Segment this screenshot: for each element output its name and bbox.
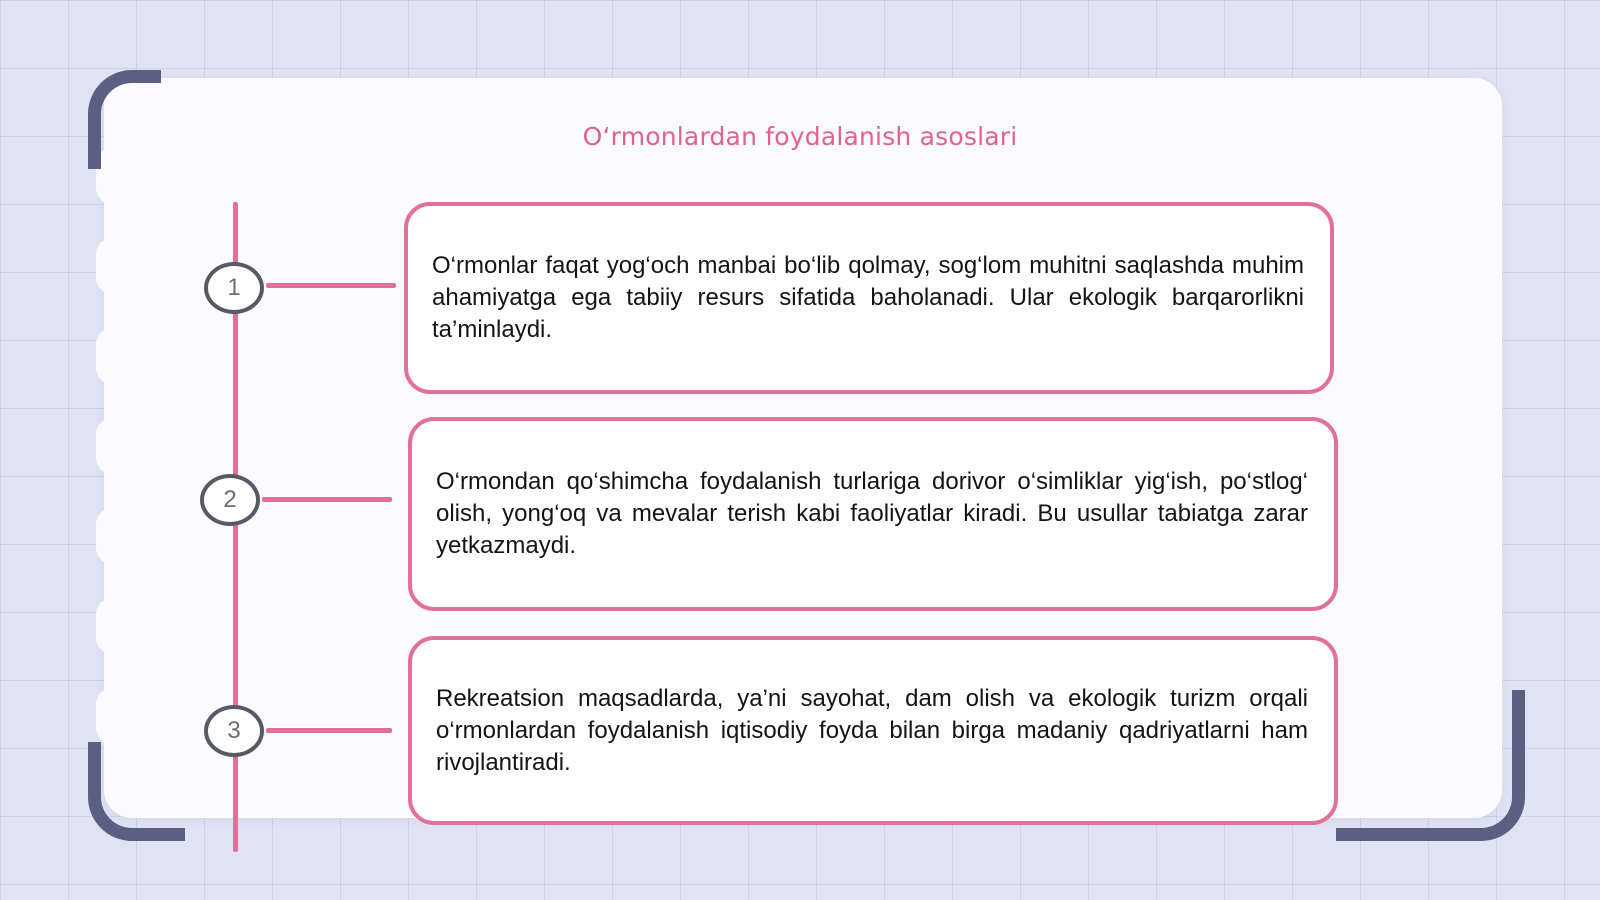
timeline-connector: [266, 283, 396, 288]
scallop-edge: [96, 238, 128, 294]
timeline-connector: [262, 497, 392, 502]
step-text-2: O‘rmondan qo‘shimcha foydalanish turlariga dorivor o‘simliklar yig‘ish, po‘stlog‘ olish, yong‘oq va mevalar terish kabi faoliyatlar kiradi. Bu usullar tabiatga zarar yetkazmaydi.: [436, 468, 1308, 559]
step-card-1: [404, 202, 1334, 394]
scallop-edge: [96, 598, 128, 654]
step-number-1: 1: [204, 262, 264, 314]
scallop-edge: [96, 688, 128, 744]
step-text-3: Rekreatsion maqsadlarda, ya’ni sayohat, dam olish va ekologik turizm orqali o‘rmonlardan foydalanish iqtisodiy foyda bilan birga madaniy qadriyatlarni ham rivojlantiradi.: [436, 684, 1308, 776]
corner-bracket-bottom-right: [1336, 690, 1525, 841]
scallop-edge: [96, 328, 128, 384]
step-card-3: [408, 636, 1338, 825]
scallop-edge: [96, 418, 128, 474]
step-card-2: [408, 417, 1338, 611]
slide-title: O‘rmonlardan foydalanish asoslari: [582, 122, 1018, 151]
scallop-edge: [96, 508, 128, 564]
corner-bracket-top-left: [88, 70, 161, 169]
step-number-2: 2: [200, 474, 260, 526]
step-number-3: 3: [204, 705, 264, 757]
step-text-1: O‘rmonlar faqat yog‘och manbai bo‘lib qolmay, sog‘lom muhitni saqlashda muhim ahamiyatga ega tabiiy resurs sifatida baholanadi. Ular ekologik barqarorlikni ta’minlaydi.: [432, 252, 1304, 343]
timeline-connector: [266, 728, 392, 733]
corner-bracket-bottom-left: [88, 742, 185, 841]
